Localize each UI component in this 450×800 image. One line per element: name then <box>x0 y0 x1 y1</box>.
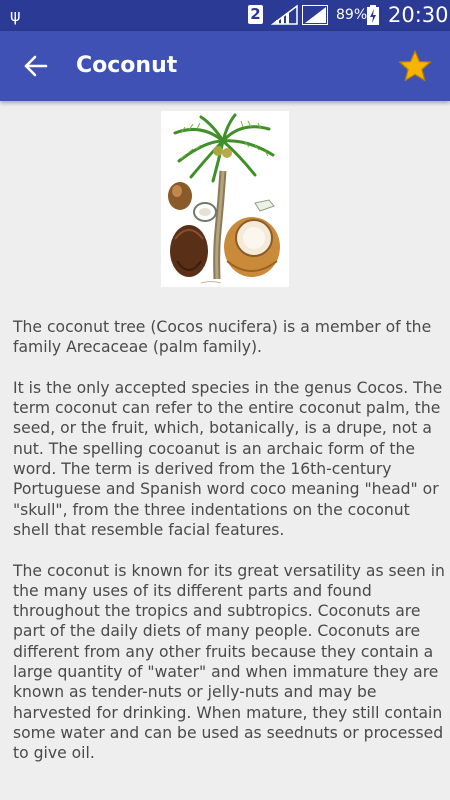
article-text <box>13 317 447 784</box>
paragraph: It is the only accepted species in the genus Cocos. The term coconut can refer to the entire coconut palm, the seed, or the fruit, which, botanically, is a drupe, not a nut. The spelling cocoanut is an archaic form of the word. The term is derived from the 16th-century Portuguese and Spanish word coco meaning "head" or "skull", from the three indentations on the coconut shell that resemble facial features. <box>13 378 443 539</box>
paragraph: The coconut tree (Cocos nucifera) is a member of the family Arecaceae (palm family). <box>13 318 432 357</box>
signal-icon <box>272 5 298 25</box>
sim-indicator: 2 <box>248 5 263 24</box>
clock: 20:30 <box>388 3 449 27</box>
star-icon <box>394 46 436 88</box>
page-title: Coconut <box>76 53 178 78</box>
article-content <box>0 101 450 763</box>
back-button[interactable] <box>15 45 57 87</box>
arrow-left-icon <box>15 45 57 87</box>
signal-icon <box>302 5 328 25</box>
usb-icon: ψ <box>10 6 21 25</box>
paragraph: The coconut is known for its great versatility as seen in the many uses of its different parts and found throughout the tropics and subtropics. Coconuts are part of the daily diets of many people. Coconuts are different from any other fruits because they contain a large quantity of "water" and when immature they are known as tender-nuts or jelly-nuts and may be harvested for drinking. When mature, they still contain some water and can be used as seednuts or processed to give oil. <box>13 561 445 763</box>
coconut-illustration <box>161 111 289 287</box>
battery-icon <box>367 5 379 25</box>
app-bar <box>0 31 450 101</box>
status-bar <box>0 0 450 31</box>
battery-percent: 89% <box>336 7 368 23</box>
coconut-palm-image <box>161 111 289 287</box>
favorite-button[interactable] <box>394 46 436 88</box>
